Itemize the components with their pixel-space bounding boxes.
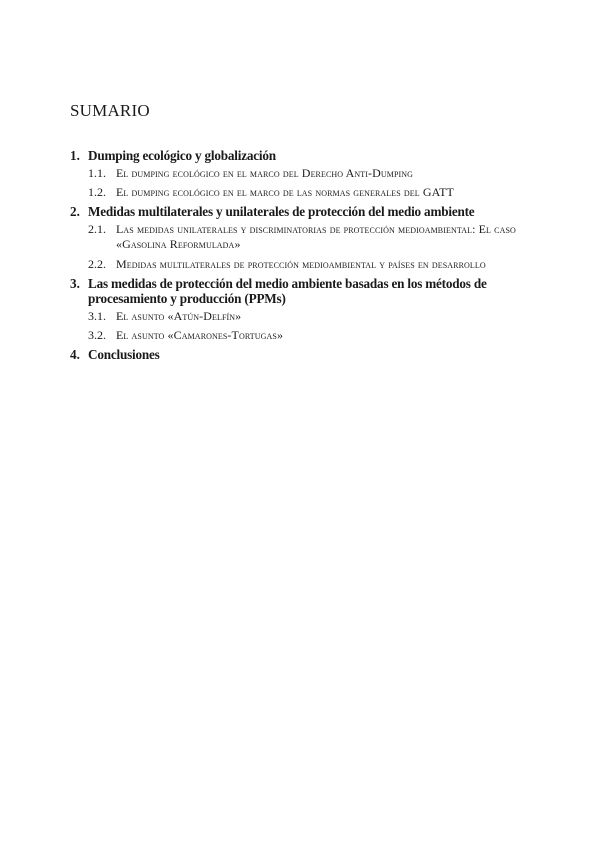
page-title: SUMARIO — [70, 101, 150, 120]
toc-section-number: 1. — [70, 148, 80, 163]
toc-section-3 — [70, 276, 530, 306]
toc-section-number: 2. — [70, 204, 80, 219]
toc-section-title: Medidas multilaterales y unilaterales de protección del medio ambiente — [88, 204, 475, 219]
toc-subsection-3-2 — [88, 328, 530, 343]
toc-section-number: 3. — [70, 276, 80, 291]
toc-section-title: Las medidas de protección del medio ambiente basadas en los métodos de procesamiento y producción (PPMs) — [88, 276, 487, 306]
toc-section-title: Dumping ecológico y globalización — [88, 148, 276, 163]
toc-subsection-title: El dumping ecológico en el marco de las normas generales del GATT — [116, 185, 454, 199]
toc-subsection-1-1 — [88, 166, 530, 181]
toc-subsection-number: 1.1. — [88, 166, 106, 180]
toc-subsection-number: 2.1. — [88, 222, 106, 236]
toc-subsection-3-1 — [88, 309, 530, 324]
table-of-contents — [70, 148, 530, 362]
toc-subsection-title: Las medidas unilaterales y discriminatorias de protección medioambiental: El caso «Gasolina Reformulada» — [116, 222, 516, 251]
toc-subsection-2-1 — [88, 222, 530, 252]
toc-subsection-1-2 — [88, 185, 530, 200]
toc-section-1 — [70, 148, 530, 163]
toc-subsection-number: 1.2. — [88, 185, 106, 199]
toc-subsection-title: El asunto «Camarones-Tortugas» — [116, 328, 284, 342]
toc-section-title: Conclusiones — [88, 347, 160, 362]
toc-section-number: 4. — [70, 347, 80, 362]
toc-section-2 — [70, 204, 530, 219]
toc-subsection-number: 2.2. — [88, 257, 106, 271]
toc-subsection-number: 3.2. — [88, 328, 106, 342]
toc-subsection-number: 3.1. — [88, 309, 106, 323]
toc-subsection-title: El dumping ecológico en el marco del Derecho Anti-Dumping — [116, 166, 414, 180]
toc-subsection-2-2 — [88, 257, 530, 272]
toc-subsection-title: Medidas multilaterales de protección medioambiental y países en desarrollo — [116, 257, 486, 271]
toc-section-4 — [70, 347, 530, 362]
toc-subsection-title: El asunto «Atún-Delfín» — [116, 309, 242, 323]
